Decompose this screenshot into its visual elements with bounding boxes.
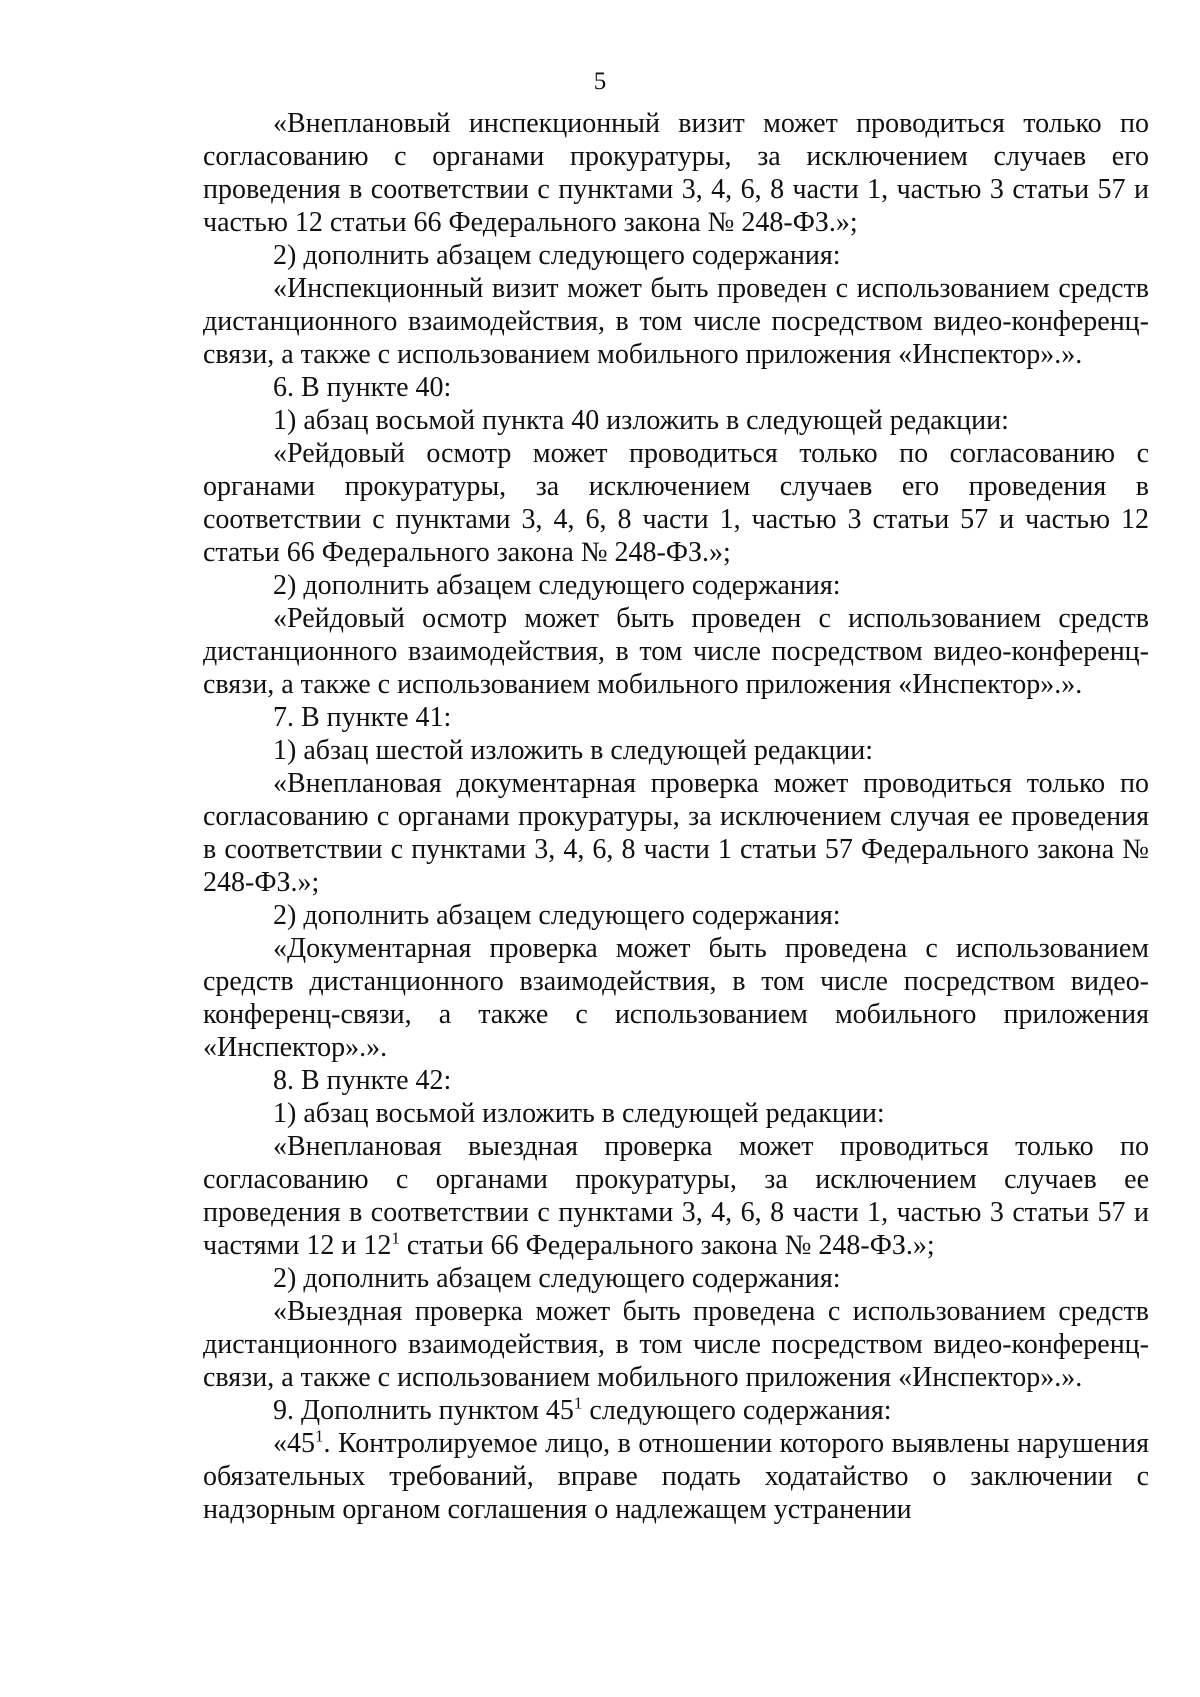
paragraph: «Документарная проверка может быть проведена с использованием средств дистанционного взаимодействия, в том числе посредством видео-конференц-связи, а также с использованием мобильного приложения «Инспектор».». [203,933,1149,1063]
paragraph: «Внеплановый инспекционный визит может проводиться только по согласованию с органами прокуратуры, за исключением случаев его проведения в соответствии с пунктами 3, 4, 6, 8 части 1, частью 3 статьи 57 и частью 12 статьи 66 Федерального закона № 248-ФЗ.»; [203,108,1149,238]
paragraph: 2) дополнить абзацем следующего содержания: [273,240,841,271]
page-number: 5 [593,68,607,95]
paragraph: 1) абзац восьмой изложить в следующей редакции: [273,1098,885,1129]
paragraph: 1) абзац восьмой пункта 40 изложить в следующей редакции: [273,405,1009,436]
superscript-text: 1 [391,1228,400,1248]
text-segment: . Контролируемое лицо, в отношении которого выявлены нарушения обязательных требований, вправе подать ходатайство о заключении с надзорным органом соглашения о надлежащем устранении [203,1428,1149,1525]
paragraph: 8. В пункте 42: [273,1065,452,1096]
paragraph: «Внеплановая документарная проверка может проводиться только по согласованию с органами прокуратуры, за исключением случая ее проведения в соответствии с пунктами 3, 4, 6, 8 части 1 статьи 57 Федерального закона № 248-ФЗ.»; [203,768,1149,898]
paragraph: 6. В пункте 40: [273,372,452,403]
paragraph: 2) дополнить абзацем следующего содержания: [273,900,841,931]
superscript-text: 1 [573,1393,583,1413]
paragraph: «Инспекционный визит может быть проведен с использованием средств дистанционного взаимодействия, в том числе посредством видео-конференц-связи, а также с использованием мобильного приложения «Инспектор».». [203,273,1149,370]
text-segment: 9. Дополнить пунктом 45 [273,1395,574,1426]
text-segment: «45 [273,1428,315,1459]
paragraph [203,1130,1149,1262]
text-segment: «Внеплановая выездная проверка может проводиться только по согласованию с органами прокуратуры, за исключением случаев ее проведения в соответствии с пунктами 3, 4, 6, 8 части 1, частью 3 статьи 57 и частями 12 и 12 [203,1131,1149,1261]
paragraph [203,1394,1149,1427]
paragraph: «Рейдовый осмотр может проводиться только по согласованию с органами прокуратуры, за исключением случаев его проведения в соответствии с пунктами 3, 4, 6, 8 части 1, частью 3 статьи 57 и частью 12 статьи 66 Федерального закона № 248-ФЗ.»; [203,438,1149,568]
text-segment: следующего содержания: [582,1395,892,1426]
superscript-text: 1 [315,1426,324,1446]
document-body [203,107,1149,1526]
paragraph: 2) дополнить абзацем следующего содержания: [273,570,841,601]
paragraph: 7. В пункте 41: [273,702,452,733]
paragraph: «Выездная проверка может быть проведена с использованием средств дистанционного взаимодействия, в том числе посредством видео-конференц-связи, а также с использованием мобильного приложения «Инспектор».». [203,1296,1149,1393]
paragraph [203,1427,1149,1526]
paragraph: «Рейдовый осмотр может быть проведен с использованием средств дистанционного взаимодействия, в том числе посредством видео-конференц-связи, а также с использованием мобильного приложения «Инспектор».». [203,603,1149,700]
paragraph: 1) абзац шестой изложить в следующей редакции: [273,735,873,766]
paragraph: 2) дополнить абзацем следующего содержания: [273,1263,841,1294]
text-segment: статьи 66 Федерального закона № 248-ФЗ.»; [399,1230,935,1261]
